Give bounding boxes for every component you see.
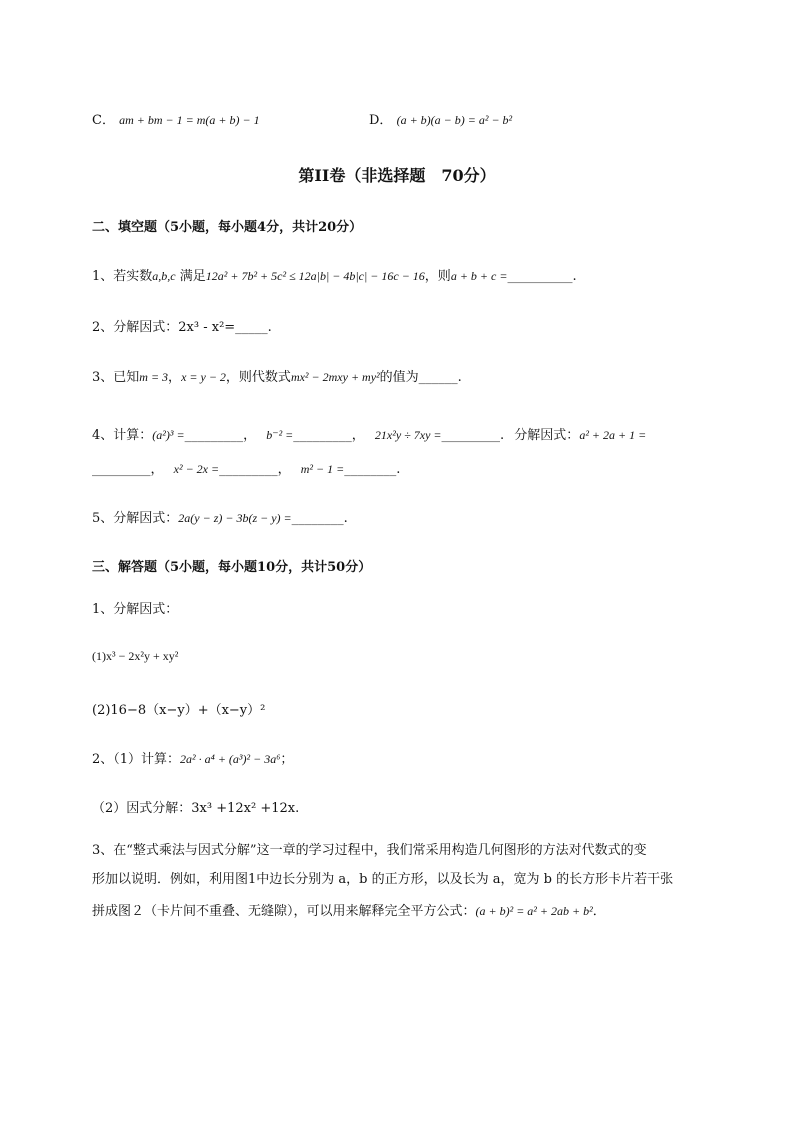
q1-answer-blank: __________. bbox=[507, 269, 577, 284]
fill-question-2: 2、分解因式：2x³ - x²=_____. bbox=[92, 320, 272, 335]
q3-line3-end: ． bbox=[592, 904, 606, 919]
q3-sep: ， bbox=[168, 370, 182, 385]
option-c bbox=[92, 109, 260, 128]
q3-line3-text: 拼成图２（卡片间不重叠、无缝隙），可以用来解释完全平方公式： bbox=[92, 904, 476, 919]
part2-title: 第II卷（非选择题 70分） bbox=[298, 166, 496, 185]
q3-expression: mx² − 2mxy + my² bbox=[290, 370, 380, 384]
fill-question-4-line2 bbox=[92, 458, 400, 477]
solve-question-3-line3 bbox=[92, 900, 606, 919]
q4-text-pre: 4、计算： bbox=[92, 428, 153, 443]
option-c-formula: am + bm − 1 = m(a + b) − 1 bbox=[119, 113, 260, 127]
q3-text-post: 的值为______. bbox=[379, 370, 462, 385]
q4-blank-5: _________， bbox=[219, 462, 291, 477]
q4-blank-6: ________. bbox=[344, 462, 401, 477]
q4-expr-6: m² − 1 = bbox=[300, 462, 345, 476]
q3-x-value: x = y − 2 bbox=[181, 370, 226, 384]
section2-heading: 二、填空题（5小题，每小题4分，共计20分） bbox=[92, 220, 363, 235]
q2-part1-text: 2、（1）计算： bbox=[92, 752, 181, 767]
q4-blank-4: _________， bbox=[92, 462, 164, 477]
option-d bbox=[369, 109, 512, 128]
solve-question-1-part1 bbox=[92, 649, 178, 664]
fill-question-3 bbox=[92, 366, 462, 385]
q4-expr-1: (a²)³ = bbox=[152, 428, 185, 442]
q3-text-mid: ，则代数式 bbox=[225, 370, 291, 385]
solve-question-2-part2: （2）因式分解：3x³ +12x² +12x. bbox=[92, 801, 300, 816]
q5-text-pre: 5、分解因式： bbox=[92, 511, 179, 526]
q1-text-mid: 满足 bbox=[175, 269, 206, 284]
q2-part1-end: ； bbox=[280, 752, 294, 767]
q1-text-post: ，则 bbox=[424, 269, 451, 284]
q1-vars: a,b,c bbox=[152, 269, 176, 283]
q4-expr-4: a² + 2a + 1 = bbox=[579, 428, 647, 442]
q5-answer-blank: ________. bbox=[291, 511, 348, 526]
q4-expr-2: b⁻² = bbox=[266, 428, 294, 442]
option-d-label: D． bbox=[369, 113, 393, 128]
q4-expr-3: 21x²y ÷ 7xy = bbox=[374, 428, 442, 442]
option-c-label: C． bbox=[92, 113, 115, 128]
solve-question-1: 1、分解因式： bbox=[92, 602, 179, 617]
q3-text-pre: 3、已知 bbox=[92, 370, 140, 385]
q3-m-value: m = 3 bbox=[139, 370, 169, 384]
q1-formula-sum: a + b + c = bbox=[450, 269, 508, 283]
q4-expr-5: x² − 2x = bbox=[173, 462, 220, 476]
option-d-formula: (a + b)(a − b) = a² − b² bbox=[396, 113, 513, 127]
solve-question-3-line1: 3、在“整式乘法与因式分解”这一章的学习过程中，我们常采用构造几何图形的方法对代数式的变 bbox=[92, 843, 647, 858]
fill-question-5 bbox=[92, 507, 348, 526]
q2-part1-formula: 2a² · a⁴ + (a³)² − 3a⁶ bbox=[180, 752, 281, 766]
q3-line3-formula: (a + b)² = a² + 2ab + b² bbox=[475, 904, 593, 918]
section3-heading: 三、解答题（5小题，每小题10分，共计50分） bbox=[92, 560, 372, 575]
fill-question-4-line1 bbox=[92, 424, 646, 443]
solve-question-2-part1 bbox=[92, 748, 293, 767]
q1-formula: 12a² + 7b² + 5c² ≤ 12a|b| − 4b|c| − 16c − 16 bbox=[205, 269, 425, 283]
q1-text-pre: 1、若实数 bbox=[92, 269, 153, 284]
solve-question-3-line2: 形加以说明．例如，利用图1中边长分别为 a，b 的正方形，以及长为 a，宽为 b 的长方形卡片若干张 bbox=[92, 872, 674, 887]
q5-formula: 2a(y − z) − 3b(z − y) = bbox=[178, 511, 292, 525]
q4-blank-2: _________， bbox=[293, 428, 365, 443]
q1-part1-formula: (1)x³ − 2x²y + xy² bbox=[92, 649, 179, 663]
fill-question-1 bbox=[92, 265, 577, 284]
solve-question-1-part2: (2)16−8（x−y）+（x−y）² bbox=[92, 703, 266, 718]
q4-blank-1: _________， bbox=[184, 428, 257, 443]
q4-blank-3: _________. bbox=[441, 428, 505, 443]
q4-text-mid: 分解因式： bbox=[514, 428, 580, 443]
